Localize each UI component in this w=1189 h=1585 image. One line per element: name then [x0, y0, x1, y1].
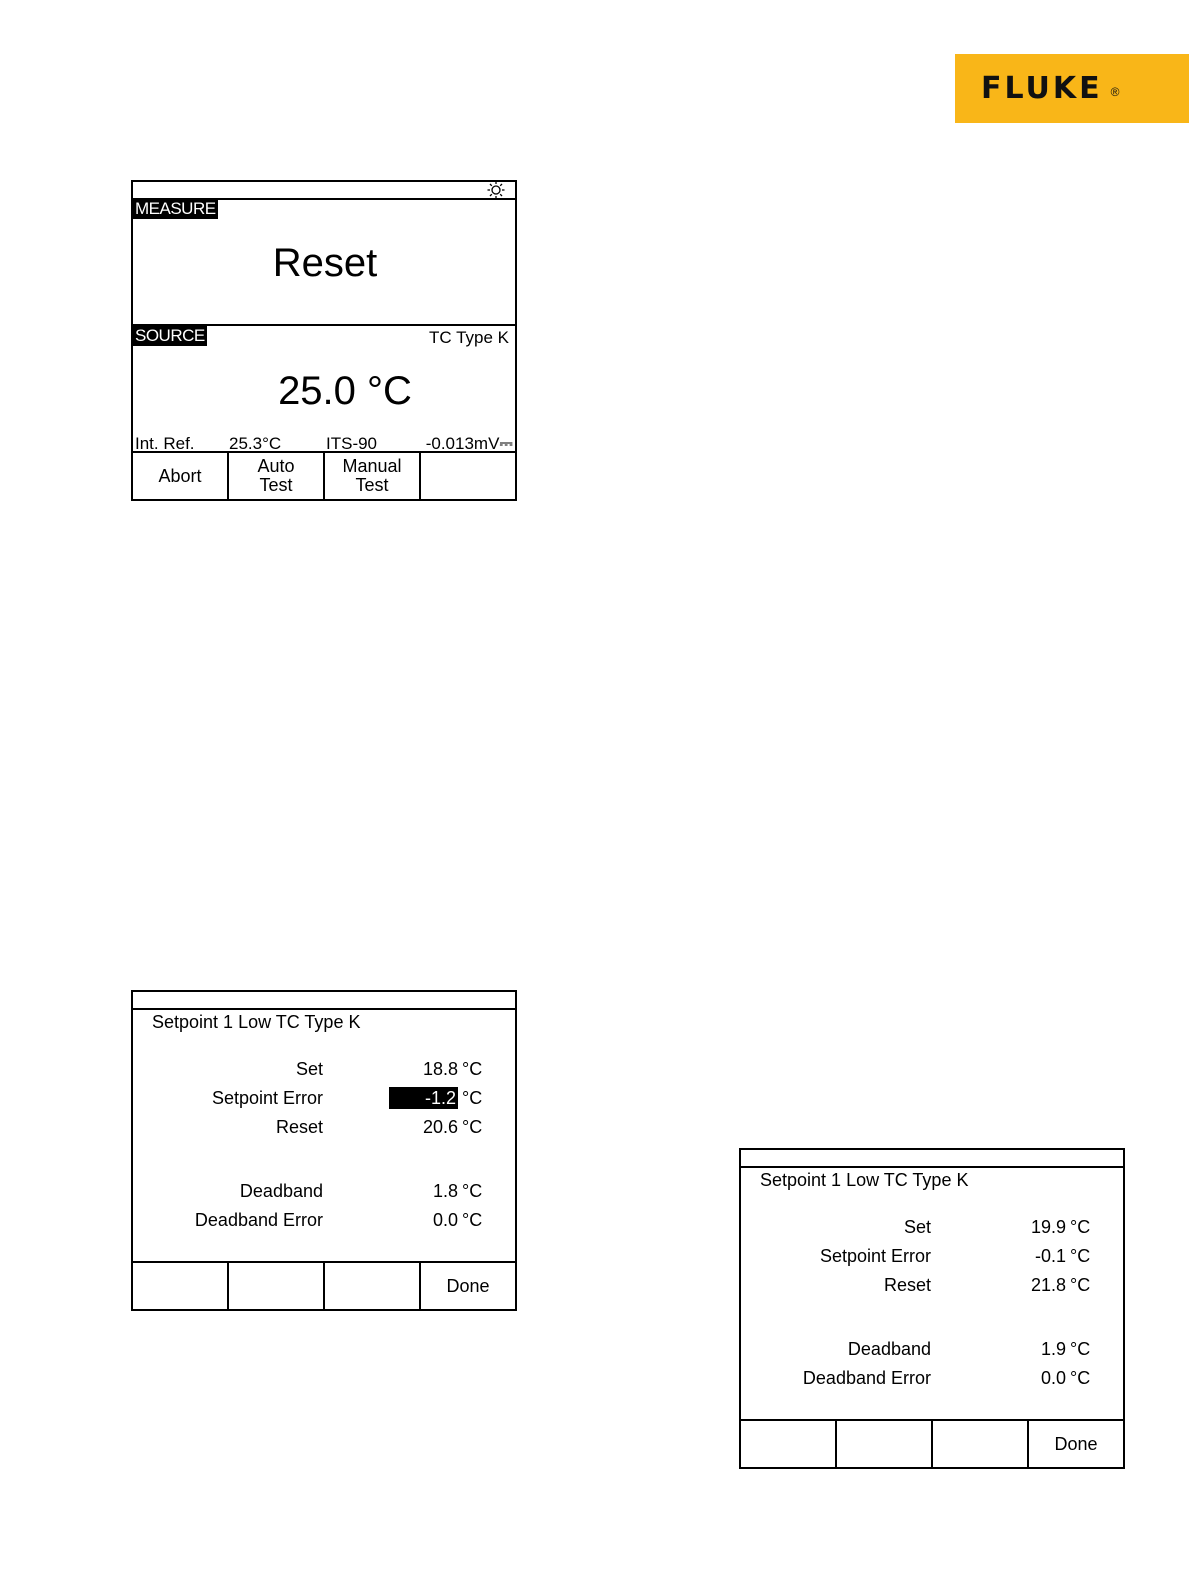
row-label: Deadband Error	[194, 1210, 323, 1230]
abort-softkey[interactable]	[133, 453, 229, 499]
row-value: 18.8	[422, 1059, 458, 1079]
softkey-bar	[133, 451, 515, 499]
row-unit: °C	[1070, 1246, 1091, 1266]
row-value: 19.9	[1030, 1217, 1066, 1237]
blank-softkey-2[interactable]	[837, 1421, 933, 1467]
result-row-reset	[741, 1274, 1123, 1296]
blank-softkey-3[interactable]	[933, 1421, 1029, 1467]
row-label: Reset	[275, 1117, 323, 1137]
row-unit: °C	[1070, 1275, 1091, 1295]
row-label: Setpoint Error	[211, 1088, 323, 1108]
temperature-scale: ITS-90	[326, 434, 378, 453]
row-value-highlighted[interactable]: -1.2	[389, 1087, 458, 1109]
softkey-bar	[741, 1419, 1123, 1467]
row-value: 0.0	[432, 1210, 458, 1230]
int-ref-value: 25.3°C	[229, 434, 282, 453]
result-row-deadband-error	[741, 1367, 1123, 1389]
result-row-deadband-error	[133, 1209, 515, 1231]
softkey-label-line1: Auto	[257, 456, 295, 476]
row-value: 0.0	[1040, 1368, 1066, 1388]
result-row-setpoint-error	[741, 1245, 1123, 1267]
row-label: Deadband Error	[802, 1368, 931, 1388]
softkey-label-line2: Test	[355, 475, 389, 495]
status-bar	[741, 1150, 1123, 1168]
softkey-label-line1: Manual	[342, 456, 402, 476]
result-row-deadband	[133, 1180, 515, 1202]
blank-softkey-3[interactable]	[325, 1263, 421, 1309]
blank-softkey[interactable]	[421, 453, 515, 499]
result-row-set	[133, 1058, 515, 1080]
millivolt-value: -0.013mV⎓	[425, 434, 513, 453]
row-unit: °C	[462, 1117, 483, 1137]
lcd-screen-measure-source	[131, 180, 517, 501]
softkey-bar	[133, 1261, 515, 1309]
row-unit: °C	[462, 1181, 483, 1201]
row-label: Set	[295, 1059, 323, 1079]
source-value: 25.0	[278, 369, 356, 413]
blank-softkey-1[interactable]	[741, 1421, 837, 1467]
row-unit: °C	[1070, 1217, 1091, 1237]
row-label: Set	[903, 1217, 931, 1237]
result-row-set	[741, 1216, 1123, 1238]
blank-softkey-2[interactable]	[229, 1263, 325, 1309]
row-label: Deadband	[847, 1339, 931, 1359]
row-value: 21.8	[1030, 1275, 1066, 1295]
int-ref-label: Int. Ref.	[135, 434, 195, 453]
status-bar	[133, 992, 515, 1010]
softkey-label-line1: Abort	[158, 465, 202, 486]
row-unit: °C	[462, 1088, 483, 1108]
row-value: -0.1	[1034, 1246, 1066, 1266]
softkey-label-line2: Test	[259, 475, 293, 495]
manual-test-softkey[interactable]	[325, 453, 421, 499]
source-unit: °C	[367, 369, 412, 413]
row-label: Setpoint Error	[819, 1246, 931, 1266]
backlight-sun-icon[interactable]	[487, 181, 505, 199]
setpoint-header: Setpoint 1 Low TC Type K	[152, 1012, 361, 1032]
result-row-reset	[133, 1116, 515, 1138]
row-label: Reset	[883, 1275, 931, 1295]
row-unit: °C	[462, 1059, 483, 1079]
row-unit: °C	[1070, 1339, 1091, 1359]
status-bar	[133, 182, 515, 200]
fluke-logo	[955, 54, 1189, 123]
result-row-deadband	[741, 1338, 1123, 1360]
source-reading	[133, 368, 515, 414]
done-softkey[interactable]: Done	[446, 1275, 490, 1296]
measure-label: MEASURE	[135, 199, 216, 218]
blank-softkey-1[interactable]	[133, 1263, 229, 1309]
lcd-screen-setpoint-result-1	[131, 990, 517, 1311]
row-value: 1.9	[1040, 1339, 1066, 1359]
lcd-screen-setpoint-result-2	[739, 1148, 1125, 1469]
setpoint-header: Setpoint 1 Low TC Type K	[760, 1170, 969, 1190]
result-row-setpoint-error	[133, 1087, 515, 1109]
row-value: 1.8	[432, 1181, 458, 1201]
source-label: SOURCE	[135, 326, 205, 345]
done-softkey[interactable]: Done	[1054, 1433, 1098, 1454]
row-unit: °C	[1070, 1368, 1091, 1388]
row-value: 20.6	[422, 1117, 458, 1137]
source-type: TC Type K	[429, 328, 509, 347]
row-unit: °C	[462, 1210, 483, 1230]
registered-mark: ®	[1110, 84, 1120, 99]
auto-test-softkey[interactable]	[229, 453, 325, 499]
measure-value: Reset	[272, 241, 378, 285]
row-label: Deadband	[239, 1181, 323, 1201]
logo-text: FLUKE	[981, 71, 1103, 106]
